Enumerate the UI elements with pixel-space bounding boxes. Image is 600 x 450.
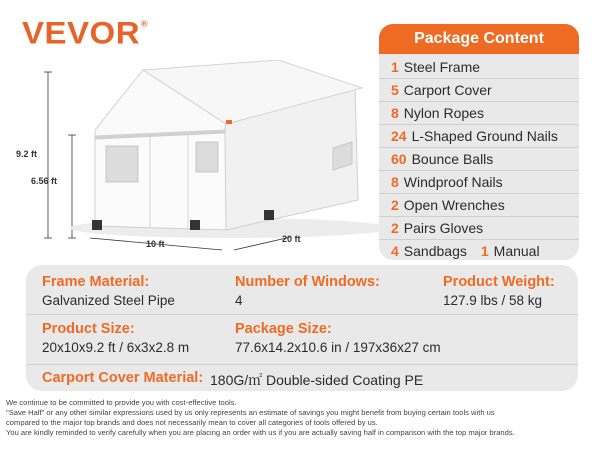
- windows-value: 4: [235, 293, 243, 308]
- spec-divider: [26, 364, 578, 365]
- list-item: 60 Bounce Balls: [379, 148, 579, 171]
- list-item: 5 Carport Cover: [379, 79, 579, 102]
- dimension-length: 20 ft: [282, 234, 301, 244]
- list-item: 24 L-Shaped Ground Nails: [379, 125, 579, 148]
- weight-label: Product Weight:: [443, 274, 555, 290]
- spec-divider: [26, 314, 578, 315]
- windows-label: Number of Windows:: [235, 274, 380, 290]
- list-item: 8 Windproof Nails: [379, 171, 579, 194]
- frame-material-value: Galvanized Steel Pipe: [42, 293, 175, 308]
- list-item: 2 Open Wrenches: [379, 194, 579, 217]
- dimension-total-height: 9.2 ft: [16, 149, 38, 159]
- list-item: 8 Nylon Ropes: [379, 102, 579, 125]
- disclaimer-line: compared to the major top brands and does not necessarily mean to cover all categories of tools offered by us.: [6, 418, 378, 427]
- registered-mark: ®: [141, 18, 149, 29]
- disclaimer-line: "Save Half" or any other similar expressions used by us only represents an estimate of savings you might benefit from buying certain tools with us: [6, 408, 495, 417]
- list-item: 1 Steel Frame: [379, 56, 579, 79]
- carport-drawing: [0, 60, 380, 255]
- package-size-label: Package Size:: [235, 321, 332, 337]
- disclaimer-line: You are kindly reminded to verify carefully when you are placing an order with us if you are actually saving half in comparison with the top major brands.: [6, 428, 515, 437]
- dimension-width: 10 ft: [146, 239, 165, 249]
- package-content-list: [379, 56, 579, 262]
- package-size-value: 77.6x14.2x10.6 in / 197x36x27 cm: [235, 340, 441, 355]
- frame-material-label: Frame Material:: [42, 274, 150, 290]
- brand-name: VEVOR: [22, 14, 141, 51]
- cover-material-label: Carport Cover Material:: [42, 370, 204, 386]
- carport-illustration: [0, 60, 380, 255]
- dimension-side-height: 6.56 ft: [31, 176, 58, 186]
- weight-value: 127.9 lbs / 58 kg: [443, 293, 543, 308]
- disclaimer-text: [6, 398, 598, 438]
- disclaimer-line: We continue to be committed to provide you with cost-effective tools.: [6, 398, 237, 407]
- list-item: 2 Pairs Gloves: [379, 217, 579, 240]
- package-content-title: Package Content: [379, 24, 579, 54]
- brand-logo: [22, 15, 148, 51]
- list-item: 4 Sandbags 1 Manual: [391, 243, 540, 259]
- product-size-value: 20x10x9.2 ft / 6x3x2.8 m: [42, 340, 190, 355]
- product-size-label: Product Size:: [42, 321, 135, 337]
- cover-material-value: 180G/㎡ Double-sided Coating PE: [210, 372, 424, 388]
